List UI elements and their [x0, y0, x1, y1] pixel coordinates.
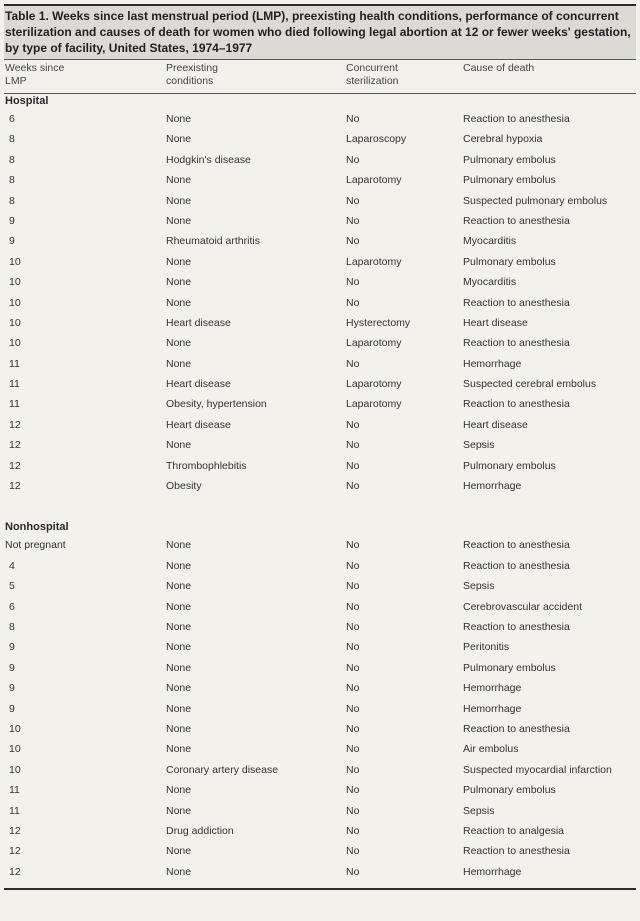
cell-condition: None	[166, 722, 192, 735]
cell-cause: Reaction to anesthesia	[463, 398, 570, 411]
cell-sterilization: Laparotomy	[346, 174, 402, 187]
cell-condition: None	[166, 845, 192, 858]
cell-sterilization: No	[346, 194, 360, 207]
cell-sterilization: No	[346, 296, 360, 309]
cell-condition: Obesity	[166, 480, 202, 493]
cell-condition: None	[166, 337, 192, 350]
table-row	[4, 252, 636, 272]
cell-weeks: 12	[9, 845, 21, 858]
cell-sterilization: No	[346, 235, 360, 248]
table-row	[4, 211, 636, 231]
section-label: Nonhospital	[5, 521, 69, 534]
cell-weeks: 10	[9, 743, 21, 756]
table-row	[4, 170, 636, 190]
cell-condition: None	[166, 539, 192, 552]
cell-cause: Reaction to anesthesia	[463, 337, 570, 350]
cell-cause: Myocarditis	[463, 235, 517, 248]
cell-sterilization: Laparotomy	[346, 378, 402, 391]
cell-cause: Reaction to anesthesia	[463, 559, 570, 572]
cell-weeks: 6	[9, 600, 15, 613]
table-row	[4, 415, 636, 435]
cell-weeks: 10	[9, 722, 21, 735]
table-row	[4, 293, 636, 313]
cell-cause: Pulmonary embolus	[463, 153, 556, 166]
cell-weeks: 12	[9, 418, 21, 431]
table-row	[4, 129, 636, 149]
cell-weeks: 10	[9, 763, 21, 776]
cell-cause: Reaction to analgesia	[463, 824, 564, 837]
cell-cause: Reaction to anesthesia	[463, 113, 570, 125]
cell-cause: Cerebral hypoxia	[463, 133, 543, 146]
cell-weeks: 12	[9, 865, 21, 878]
cell-weeks: 10	[9, 276, 21, 289]
cell-cause: Hemorrhage	[463, 682, 522, 695]
cell-condition: None	[166, 865, 192, 878]
title-band	[4, 6, 636, 59]
cell-cause: Pulmonary embolus	[463, 174, 556, 187]
cell-sterilization: Laparotomy	[346, 255, 402, 268]
cell-weeks: 9	[9, 641, 15, 654]
header-weeks: Weeks since LMP	[5, 62, 65, 87]
table-title: Table 1. Weeks since last menstrual period (LMP), preexisting health conditions, performance of concurrent sterilization and causes of death for women who died following legal abortion at 12 or fewer weeks' gestation, by type of facility, United States, 1974–1977	[5, 9, 631, 55]
table-row	[4, 739, 636, 759]
cell-weeks: 10	[9, 255, 21, 268]
cell-cause: Hemorrhage	[463, 357, 522, 370]
cell-condition: None	[166, 296, 192, 309]
cell-sterilization: No	[346, 620, 360, 633]
table-row	[4, 231, 636, 251]
cell-sterilization: No	[346, 865, 360, 878]
cell-cause: Reaction to anesthesia	[463, 845, 570, 858]
cell-condition: None	[166, 784, 192, 797]
cell-weeks: 9	[9, 214, 15, 227]
table-row	[4, 678, 636, 698]
cell-cause: Reaction to anesthesia	[463, 296, 570, 309]
cell-cause: Suspected cerebral embolus	[463, 378, 597, 391]
cell-sterilization: No	[346, 702, 360, 715]
cell-sterilization: No	[346, 784, 360, 797]
table-container	[4, 4, 636, 890]
cell-cause: Pulmonary embolus	[463, 784, 556, 797]
cell-sterilization: No	[346, 459, 360, 472]
cell-sterilization: No	[346, 214, 360, 227]
cell-weeks: 10	[9, 337, 21, 350]
cell-condition: None	[166, 255, 192, 268]
cell-sterilization: No	[346, 804, 360, 817]
cell-condition: None	[166, 661, 192, 674]
cell-sterilization: No	[346, 824, 360, 837]
cell-condition: Heart disease	[166, 316, 231, 329]
cell-condition: None	[166, 743, 192, 756]
cell-cause: Heart disease	[463, 418, 528, 431]
cell-sterilization: No	[346, 539, 360, 552]
cell-condition: None	[166, 620, 192, 633]
cell-sterilization: No	[346, 763, 360, 776]
cell-weeks: 4	[9, 559, 15, 572]
cell-cause: Hemorrhage	[463, 702, 522, 715]
cell-cause: Reaction to anesthesia	[463, 722, 570, 735]
cell-cause: Sepsis	[463, 439, 495, 452]
cell-condition: None	[166, 804, 192, 817]
cell-cause: Pulmonary embolus	[463, 255, 556, 268]
table-row	[4, 535, 636, 555]
cell-sterilization: No	[346, 357, 360, 370]
cell-sterilization: No	[346, 276, 360, 289]
table-row	[4, 150, 636, 170]
cell-weeks: 11	[9, 398, 20, 411]
cell-cause: Hemorrhage	[463, 480, 522, 493]
cell-cause: Hemorrhage	[463, 865, 522, 878]
cell-weeks: 10	[9, 316, 21, 329]
table-row	[4, 801, 636, 821]
cell-sterilization: No	[346, 439, 360, 452]
table-row	[4, 272, 636, 292]
cell-weeks: 12	[9, 480, 21, 493]
cell-weeks: 11	[9, 378, 20, 391]
cell-condition: Thrombophlebitis	[166, 459, 247, 472]
column-header-row	[4, 60, 636, 93]
table-row	[4, 841, 636, 861]
cell-sterilization: No	[346, 580, 360, 593]
cell-weeks: 8	[9, 620, 15, 633]
table-row	[4, 333, 636, 353]
cell-weeks: 8	[9, 174, 15, 187]
cell-cause: Cerebrovascular accident	[463, 600, 583, 613]
cell-weeks: 5	[9, 580, 15, 593]
table-row	[4, 313, 636, 333]
cell-cause: Suspected pulmonary embolus	[463, 194, 608, 207]
cell-sterilization: No	[346, 480, 360, 493]
cell-condition: None	[166, 600, 192, 613]
table-row	[4, 476, 636, 496]
header-conditions: Preexisting conditions	[166, 62, 218, 87]
table-row	[4, 617, 636, 637]
table-row	[4, 576, 636, 596]
table-row	[4, 821, 636, 841]
cell-condition: None	[166, 559, 192, 572]
cell-weeks: 9	[9, 682, 15, 695]
cell-sterilization: No	[346, 418, 360, 431]
table-row	[4, 374, 636, 394]
cell-condition: None	[166, 580, 192, 593]
cell-sterilization: No	[346, 682, 360, 695]
cell-condition: None	[166, 702, 192, 715]
cell-sterilization: Laparotomy	[346, 337, 402, 350]
cell-condition: None	[166, 113, 192, 125]
cell-condition: Coronary artery disease	[166, 763, 279, 776]
table-row	[4, 191, 636, 211]
header-sterilization: Concurrent sterilization	[346, 62, 399, 87]
cell-sterilization: No	[346, 153, 360, 166]
cell-cause: Suspected myocardial infarction	[463, 763, 612, 776]
cell-condition: Hodgkin's disease	[166, 153, 251, 166]
table-row	[4, 719, 636, 739]
cell-condition: None	[166, 357, 192, 370]
table-row	[4, 658, 636, 678]
cell-cause: Pulmonary embolus	[463, 459, 556, 472]
cell-sterilization: Laparoscopy	[346, 133, 407, 146]
table-row	[4, 760, 636, 780]
cell-condition: None	[166, 682, 192, 695]
cell-weeks: 8	[9, 194, 15, 207]
cell-sterilization: No	[346, 600, 360, 613]
section-label: Hospital	[5, 95, 49, 107]
cell-weeks: 8	[9, 133, 15, 146]
table-body	[4, 94, 636, 882]
table-row	[4, 354, 636, 374]
table-row	[4, 556, 636, 576]
cell-weeks: 12	[9, 459, 21, 472]
cell-condition: None	[166, 439, 192, 452]
cell-condition: None	[166, 133, 192, 146]
cell-weeks: Not pregnant	[5, 539, 66, 552]
table-row	[4, 862, 636, 882]
cell-condition: None	[166, 641, 192, 654]
cell-condition: None	[166, 214, 192, 227]
cell-sterilization: No	[346, 559, 360, 572]
cell-sterilization: Hysterectomy	[346, 316, 411, 329]
cell-cause: Reaction to anesthesia	[463, 214, 570, 227]
cell-sterilization: Laparotomy	[346, 398, 402, 411]
cell-weeks: 11	[9, 804, 20, 817]
cell-condition: Obesity, hypertension	[166, 398, 267, 411]
cell-weeks: 6	[9, 113, 15, 125]
cell-weeks: 9	[9, 661, 15, 674]
cell-sterilization: No	[346, 743, 360, 756]
cell-weeks: 9	[9, 702, 15, 715]
cell-weeks: 11	[9, 357, 20, 370]
cell-sterilization: No	[346, 722, 360, 735]
cell-weeks: 12	[9, 824, 21, 837]
cell-condition: Heart disease	[166, 418, 231, 431]
table-row	[4, 637, 636, 657]
cell-weeks: 10	[9, 296, 21, 309]
table-row	[4, 109, 636, 129]
table-row	[4, 699, 636, 719]
cell-cause: Reaction to anesthesia	[463, 539, 570, 552]
bottom-rule	[4, 888, 636, 890]
cell-condition: None	[166, 194, 192, 207]
cell-cause: Sepsis	[463, 804, 495, 817]
cell-weeks: 9	[9, 235, 15, 248]
table-row	[4, 597, 636, 617]
table-row	[4, 394, 636, 414]
cell-cause: Reaction to anesthesia	[463, 620, 570, 633]
cell-weeks: 12	[9, 439, 21, 452]
cell-condition: Rheumatoid arthritis	[166, 235, 260, 248]
table-row	[4, 435, 636, 455]
cell-cause: Air embolus	[463, 743, 519, 756]
table-row	[4, 456, 636, 476]
cell-sterilization: No	[346, 113, 360, 125]
cell-cause: Myocarditis	[463, 276, 517, 289]
section-gap	[4, 496, 636, 520]
cell-sterilization: No	[346, 661, 360, 674]
cell-weeks: 8	[9, 153, 15, 166]
cell-cause: Pulmonary embolus	[463, 661, 556, 674]
cell-condition: None	[166, 276, 192, 289]
cell-condition: None	[166, 174, 192, 187]
cell-sterilization: No	[346, 845, 360, 858]
header-cause: Cause of death	[463, 62, 535, 74]
cell-weeks: 11	[9, 784, 20, 797]
cell-cause: Peritonitis	[463, 641, 510, 654]
cell-condition: Heart disease	[166, 378, 231, 391]
cell-cause: Sepsis	[463, 580, 495, 593]
cell-condition: Drug addiction	[166, 824, 234, 837]
cell-cause: Heart disease	[463, 316, 528, 329]
table-row	[4, 780, 636, 800]
cell-sterilization: No	[346, 641, 360, 654]
